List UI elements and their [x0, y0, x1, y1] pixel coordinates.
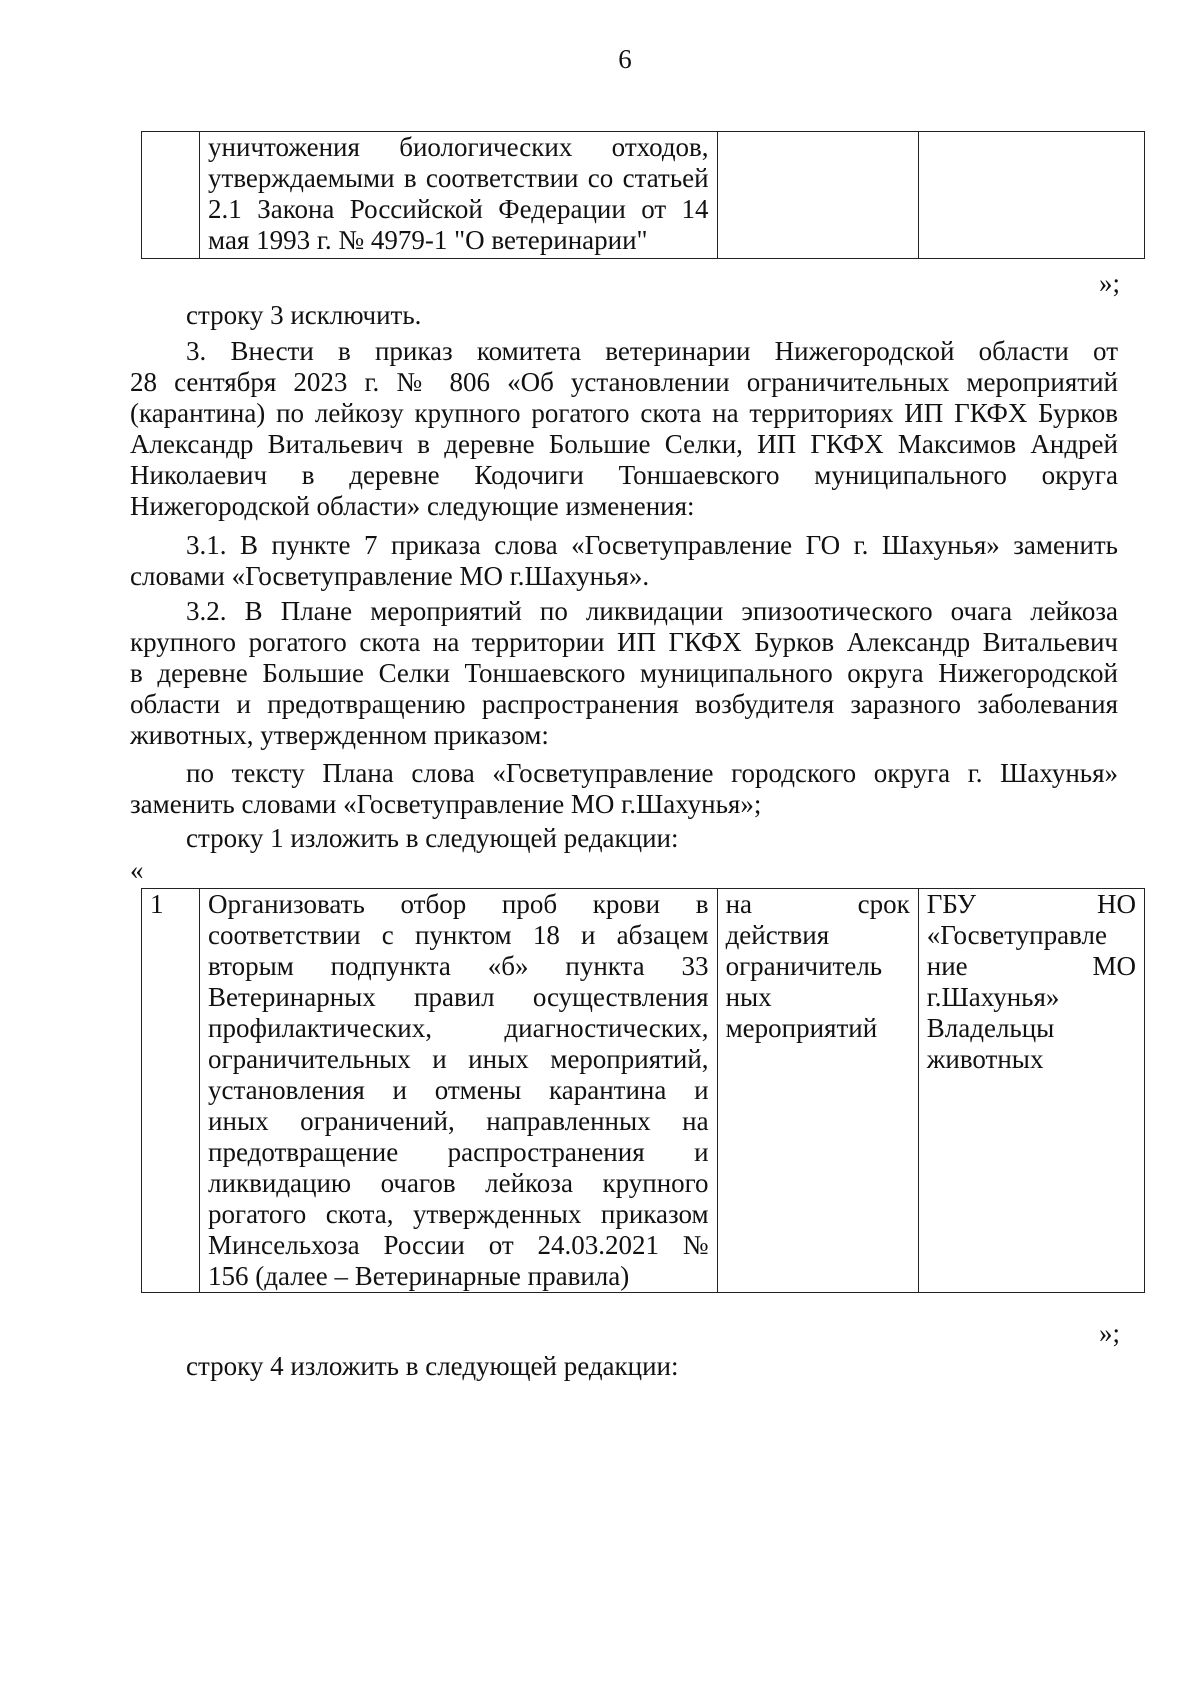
cell-line: вторым подпункта «б» пункта 33: [208, 951, 709, 981]
cell-line: Ветеринарных правил осуществления: [208, 982, 709, 1012]
paragraph-3: [130, 336, 1118, 522]
cell-line: животных: [926, 1044, 1044, 1074]
cell-line: ние МО: [926, 951, 1136, 981]
paragraph-line: по тексту Плана слова «Госветуправление городского округа г. Шахунья»: [186, 758, 1118, 788]
opening-quote: «: [130, 855, 144, 885]
responsible-cell: [918, 132, 1144, 259]
paragraph-line: (карантина) по лейкозу крупного рогатого скота на территориях ИП ГКФХ Бурков: [130, 398, 1118, 428]
closing-quote: »;: [1098, 1318, 1120, 1348]
closing-quote: »;: [1098, 268, 1120, 298]
table-row: [142, 889, 1145, 1293]
activity-cell: [200, 889, 718, 1293]
term-cell: [717, 889, 918, 1293]
paragraph-plan-text: [130, 758, 1118, 820]
paragraph-line: в деревне Большие Селки Тоншаевского муниципального округа Нижегородской: [130, 658, 1118, 688]
term-cell: [717, 132, 918, 259]
paragraph-line: строку 3 исключить.: [186, 300, 422, 330]
cell-line: предотвращение распространения и: [208, 1137, 709, 1167]
paragraph-line: словами «Госветуправление МО г.Шахунья».: [130, 561, 650, 591]
cell-line: 156 (далее – Ветеринарные правила): [208, 1261, 630, 1291]
cell-line: рогатого скота, утвержденных приказом: [208, 1199, 709, 1229]
row-number-cell: [142, 132, 200, 259]
paragraph-line: строку 4 изложить в следующей редакции:: [186, 1351, 679, 1381]
top-table-fragment: [141, 131, 1145, 259]
paragraph-line: крупного рогатого скота на территории ИП ГКФХ Бурков Александр Витальевич: [130, 627, 1118, 657]
cell-line: иных ограничений, направленных на: [208, 1106, 709, 1136]
paragraph-row3: [130, 300, 1174, 331]
paragraph-line: животных, утвержденном приказом:: [130, 720, 549, 750]
cell-line: Минсельхоза России от 24.03.2021 №: [208, 1230, 709, 1260]
paragraph-3-2: [130, 596, 1118, 751]
paragraph-line: 3.1. В пункте 7 приказа слова «Госветуправление ГО г. Шахунья» заменить: [186, 530, 1118, 560]
plan-row-table: [141, 888, 1145, 1293]
paragraph-line: 3.2. В Плане мероприятий по ликвидации эпизоотического очага лейкоза: [186, 596, 1118, 626]
paragraph-line: Николаевич в деревне Кодочиги Тоншаевского муниципального округа: [130, 460, 1118, 490]
responsible-cell: [918, 889, 1144, 1293]
paragraph-line: Александр Витальевич в деревне Большие Селки, ИП ГКФХ Максимов Андрей: [130, 429, 1118, 459]
cell-line: ограничительных и иных мероприятий,: [208, 1044, 709, 1074]
cell-line: утверждаемыми в соответствии со статьей: [208, 163, 709, 193]
activity-cell: [200, 132, 718, 259]
cell-line: ликвидацию очагов лейкоза крупного: [208, 1168, 709, 1198]
table-row: [142, 132, 1145, 259]
paragraph-row4: [130, 1351, 1174, 1382]
cell-line: на срок: [725, 889, 910, 919]
cell-line: «Госветуправле: [926, 920, 1107, 950]
paragraph-line: области и предотвращению распространения возбудителя заразного заболевания: [130, 689, 1118, 719]
cell-line: профилактических, диагностических,: [208, 1013, 709, 1043]
cell-line: соответствии с пунктом 18 и абзацем: [208, 920, 709, 950]
page-number: 6: [618, 44, 632, 74]
paragraph-line: 3. Внести в приказ комитета ветеринарии Нижегородской области от: [186, 336, 1118, 366]
paragraph-line: 28 сентября 2023 г. № 806 «Об установлении ограничительных мероприятий: [130, 367, 1118, 397]
cell-line: ГБУ НО: [926, 889, 1136, 919]
cell-line: Организовать отбор проб крови в: [208, 889, 709, 919]
cell-line: г.Шахунья»: [926, 982, 1060, 1012]
paragraph-line: Нижегородской области» следующие изменения:: [130, 491, 695, 521]
paragraph-row1: [130, 823, 1174, 854]
cell-line: ных: [725, 982, 772, 1012]
cell-line: действия: [725, 920, 830, 950]
cell-line: Владельцы: [926, 1013, 1055, 1043]
cell-line: уничтожения биологических отходов,: [208, 132, 709, 162]
cell-line: установления и отмены карантина и: [208, 1075, 709, 1105]
cell-line: 2.1 Закона Российской Федерации от 14: [208, 194, 709, 224]
paragraph-line: заменить словами «Госветуправление МО г.Шахунья»;: [130, 789, 762, 819]
cell-line: ограничитель: [725, 951, 883, 981]
paragraph-line: строку 1 изложить в следующей редакции:: [186, 823, 679, 853]
cell-line: мая 1993 г. № 4979-1 "О ветеринарии": [208, 225, 648, 255]
row-number-cell: 1: [142, 889, 200, 1293]
paragraph-3-1: [130, 530, 1118, 592]
cell-line: мероприятий: [725, 1013, 878, 1043]
